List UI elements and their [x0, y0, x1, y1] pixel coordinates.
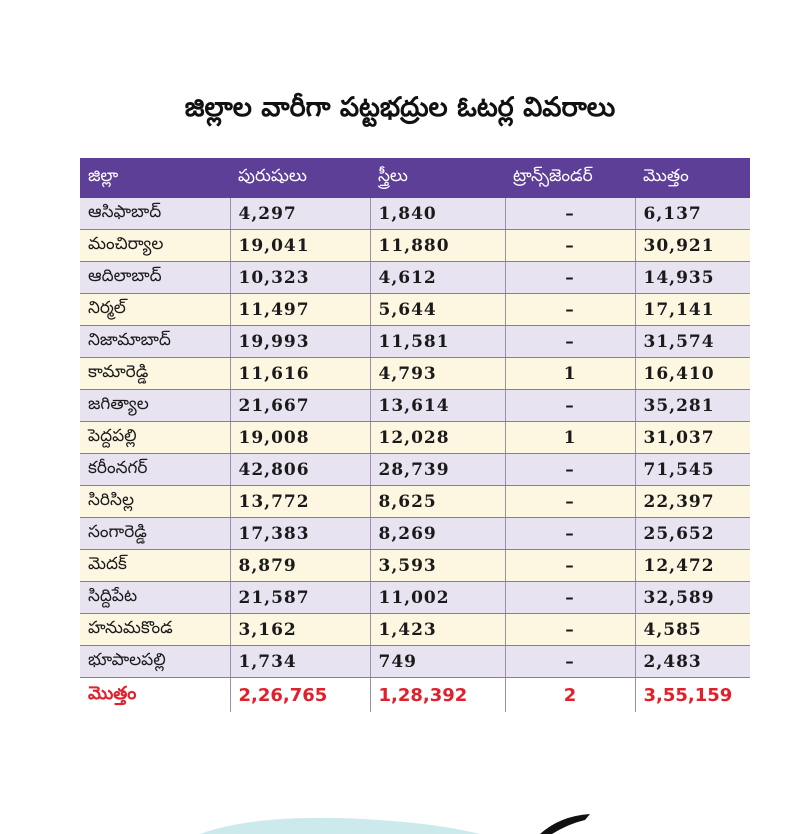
table-row: [80, 454, 750, 486]
table-row: [80, 486, 750, 518]
table-row: [80, 422, 750, 454]
cell-total: 31,574: [635, 326, 750, 358]
table-total-row: [80, 678, 750, 713]
cell-female: 11,002: [370, 582, 505, 614]
cell-female: 1,840: [370, 198, 505, 230]
cell-district: భూపాలపల్లి: [80, 646, 230, 678]
cell-male: 19,993: [230, 326, 370, 358]
table-header-row: [80, 158, 750, 198]
cell-male: 17,383: [230, 518, 370, 550]
cell-transgender: –: [505, 550, 635, 582]
header-male: పురుషులు: [230, 158, 370, 198]
cell-female: 8,625: [370, 486, 505, 518]
cell-district: నిజామాబాద్: [80, 326, 230, 358]
cell-female: 4,793: [370, 358, 505, 390]
cell-total: 71,545: [635, 454, 750, 486]
cell-male: 13,772: [230, 486, 370, 518]
cell-transgender: 1: [505, 422, 635, 454]
total-label: మొత్తం: [80, 678, 230, 713]
cell-male: 19,041: [230, 230, 370, 262]
cell-male: 10,323: [230, 262, 370, 294]
cell-district: మెదక్: [80, 550, 230, 582]
table-row: [80, 294, 750, 326]
cell-district: సిరిసిల్ల: [80, 486, 230, 518]
cell-total: 17,141: [635, 294, 750, 326]
cell-female: 5,644: [370, 294, 505, 326]
cell-female: 11,581: [370, 326, 505, 358]
total-female: 1,28,392: [370, 678, 505, 713]
cell-female: 11,880: [370, 230, 505, 262]
cell-district: ఆదిలాబాద్: [80, 262, 230, 294]
voters-table: [80, 158, 750, 712]
cell-district: సిద్దిపేట: [80, 582, 230, 614]
cell-female: 12,028: [370, 422, 505, 454]
page-title: జిల్లాల వారీగా పట్టభద్రుల ఓటర్ల వివరాలు: [184, 92, 616, 123]
cell-district: జగిత్యాల: [80, 390, 230, 422]
cell-total: 16,410: [635, 358, 750, 390]
cell-district: మంచిర్యాల: [80, 230, 230, 262]
cell-male: 19,008: [230, 422, 370, 454]
cell-district: సంగారెడ్డి: [80, 518, 230, 550]
cell-total: 2,483: [635, 646, 750, 678]
cell-district: ఆసిఫాబాద్: [80, 198, 230, 230]
cell-transgender: 1: [505, 358, 635, 390]
cell-transgender: –: [505, 518, 635, 550]
cell-transgender: –: [505, 614, 635, 646]
cell-transgender: –: [505, 390, 635, 422]
cell-female: 1,423: [370, 614, 505, 646]
cell-district: కరీంనగర్: [80, 454, 230, 486]
cell-transgender: –: [505, 646, 635, 678]
cell-male: 3,162: [230, 614, 370, 646]
cell-male: 4,297: [230, 198, 370, 230]
table-row: [80, 358, 750, 390]
cell-total: 14,935: [635, 262, 750, 294]
table-row: [80, 326, 750, 358]
total-male: 2,26,765: [230, 678, 370, 713]
cell-transgender: –: [505, 230, 635, 262]
cell-total: 22,397: [635, 486, 750, 518]
cell-male: 1,734: [230, 646, 370, 678]
cell-male: 11,616: [230, 358, 370, 390]
cell-total: 30,921: [635, 230, 750, 262]
cell-district: హనుమకొండ: [80, 614, 230, 646]
table-row: [80, 646, 750, 678]
cell-transgender: –: [505, 326, 635, 358]
table-row: [80, 390, 750, 422]
cell-female: 749: [370, 646, 505, 678]
cell-female: 4,612: [370, 262, 505, 294]
cell-district: నిర్మల్: [80, 294, 230, 326]
cell-transgender: –: [505, 582, 635, 614]
table-row: [80, 198, 750, 230]
cell-transgender: –: [505, 486, 635, 518]
cell-male: 21,667: [230, 390, 370, 422]
cell-male: 8,879: [230, 550, 370, 582]
table-row: [80, 262, 750, 294]
header-transgender: ట్రాన్స్‌జెండర్: [505, 158, 635, 198]
header-female: స్త్రీలు: [370, 158, 505, 198]
cell-female: 28,739: [370, 454, 505, 486]
cell-male: 11,497: [230, 294, 370, 326]
total-transgender: 2: [505, 678, 635, 713]
table-row: [80, 614, 750, 646]
cell-transgender: –: [505, 198, 635, 230]
decorative-artwork: [180, 812, 620, 834]
cell-total: 25,652: [635, 518, 750, 550]
cell-total: 32,589: [635, 582, 750, 614]
table-row: [80, 518, 750, 550]
cell-total: 4,585: [635, 614, 750, 646]
cell-female: 13,614: [370, 390, 505, 422]
cell-transgender: –: [505, 262, 635, 294]
header-total: మొత్తం: [635, 158, 750, 198]
cell-total: 6,137: [635, 198, 750, 230]
cell-district: పెద్దపల్లి: [80, 422, 230, 454]
cell-male: 42,806: [230, 454, 370, 486]
cell-female: 8,269: [370, 518, 505, 550]
cell-total: 35,281: [635, 390, 750, 422]
cell-male: 21,587: [230, 582, 370, 614]
table-row: [80, 550, 750, 582]
cell-transgender: –: [505, 294, 635, 326]
cell-district: కామారెడ్డి: [80, 358, 230, 390]
cell-transgender: –: [505, 454, 635, 486]
table-row: [80, 230, 750, 262]
cell-female: 3,593: [370, 550, 505, 582]
header-district: జిల్లా: [80, 158, 230, 198]
cell-total: 31,037: [635, 422, 750, 454]
table-row: [80, 582, 750, 614]
cell-total: 12,472: [635, 550, 750, 582]
total-all: 3,55,159: [635, 678, 750, 713]
